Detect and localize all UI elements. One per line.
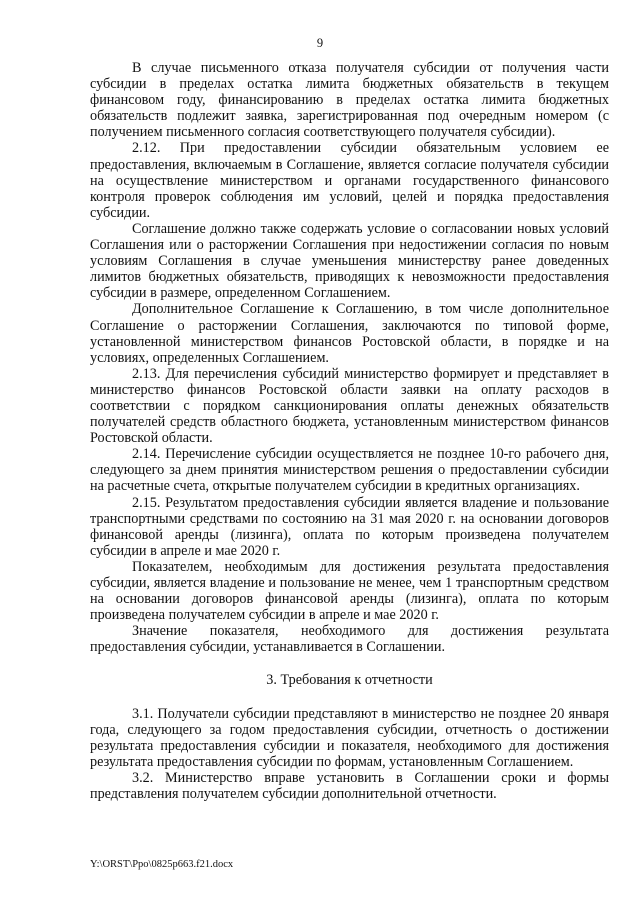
document-body bbox=[90, 60, 609, 802]
paragraph-2-14: 2.14. Перечисление субсидии осуществляется не позднее 10-го рабочего дня, следующего за днем принятия министерством решения о предоставлении субсидии на расчетные счета, открытые получателем субсидии в кредитных организациях. bbox=[90, 446, 609, 495]
paragraph-indicator: Показателем, необходимым для достижения результата предоставления субсидии, является владение и пользование не менее, чем 1 транспортным средством на основании договоров финансовой аренды (лизинга), оплата по которым произведена получателем субсидии в апреле и мае 2020 г. bbox=[90, 558, 609, 624]
paragraph-2-13: 2.13. Для перечисления субсидий министерство формирует и представляет в министерство финансов Ростовской области заявки на оплату расходов в соответствии с порядком санкционирования оплаты денежных обязательств получателей средств областного бюджета, установленным министерством финансов Ростовской области. bbox=[90, 365, 609, 447]
paragraph-indicator-value: Значение показателя, необходимого для достижения результата предоставления субсидии, устанавливается в Соглашении. bbox=[90, 623, 609, 656]
paragraph-refusal: В случае письменного отказа получателя субсидии от получения части субсидии в пределах остатка лимита бюджетных обязательств в текущем финансовом году, финансированию в пределах остатка лимита бюджетных обязательств подлежит заявка, зарегистрированная под очередным номером (с получением письменного согласия соответствующего получателя субсидии). bbox=[90, 60, 609, 141]
paragraph-2-12: 2.12. При предоставлении субсидии обязательным условием ее предоставления, включаемым в Соглашение, является согласие получателя субсидии на осуществление министерством и органами государственного финансового контроля проверок соблюдения им условий, целей и порядка предоставления субсидии. bbox=[90, 140, 609, 221]
paragraph-agreement-conditions: Соглашение должно также содержать условие о согласовании новых условий Соглашения или о расторжении Соглашения при недостижении согласия по новым условиям Соглашения в случае уменьшения министерству ранее доведенных лимитов бюджетных обязательств, приводящих к невозможности предоставления субсидии в размере, определенном Соглашением. bbox=[90, 220, 609, 302]
page-number: 9 bbox=[316, 36, 324, 50]
paragraph-2-15: 2.15. Результатом предоставления субсидии является владение и пользование транспортными средствами по состоянию на 31 мая 2020 г. на основании договоров финансовой аренды (лизинга), оплата по которым произведена получателем субсидии в апреле и мае 2020 г. bbox=[90, 494, 609, 559]
paragraph-3-1: 3.1. Получатели субсидии представляют в министерство не позднее 20 января года, следующего за годом предоставления субсидии, отчетность о достижении результата предоставления субсидии и показателя, необходимого для достижения результата предоставления субсидии по формам, установленным Соглашением. bbox=[90, 705, 609, 770]
paragraph-additional-agreement: Дополнительное Соглашение к Соглашению, в том числе дополнительное Соглашение о расторжении Соглашения, заключаются по типовой форме, установленной министерством финансов Ростовской области, в порядке и на условиях, определенных Соглашением. bbox=[90, 301, 609, 366]
footer-file-path: Y:\ORST\Ppo\0825p663.f21.docx bbox=[90, 859, 234, 870]
section-heading: 3. Требования к отчетности bbox=[266, 672, 433, 689]
paragraph-3-2: 3.2. Министерство вправе установить в Соглашении сроки и формы представления получателем субсидии дополнительной отчетности. bbox=[90, 769, 609, 803]
